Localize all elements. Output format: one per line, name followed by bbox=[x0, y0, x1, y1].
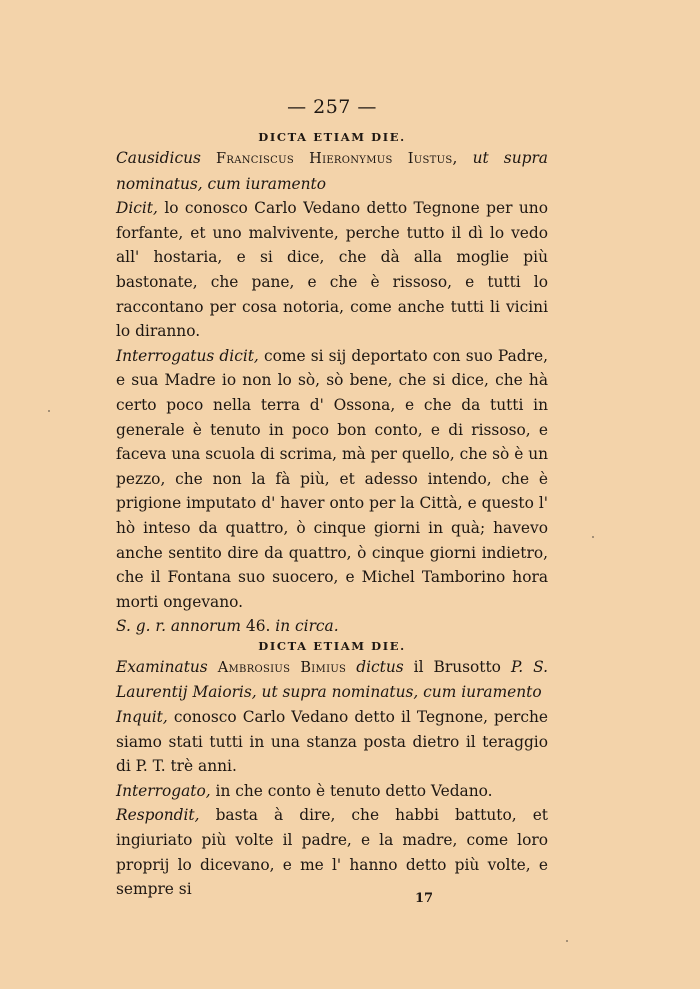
italic-text: Examinatus bbox=[116, 657, 208, 676]
paragraph-age bbox=[116, 614, 548, 639]
text-block bbox=[116, 96, 548, 902]
text: il Brusotto bbox=[413, 657, 501, 676]
paragraph-dicit bbox=[116, 196, 548, 344]
section-heading: DICTA ETIAM DIE. bbox=[258, 638, 406, 653]
text: lo conosco Carlo Vedano detto Tegnone per uno forfante, et uno malvivente, perche tutto il dì lo vedo all' hostaria, e si dice, che dà alla moglie più bastonate, che pane, e che è rissoso, e tutti lo raccontano per cosa notoria, come anche tutti li vicini lo diranno. bbox=[116, 199, 548, 341]
italic-text: Respondit, bbox=[116, 806, 200, 825]
paper-speck bbox=[48, 410, 50, 412]
paragraph-respondit bbox=[116, 803, 548, 901]
italic-text: ut supra nominatus, cum iuramento bbox=[116, 149, 548, 193]
italic-text: dictus bbox=[356, 657, 404, 676]
italic-text: P. S. Laurentij Maioris, ut supra nominatus, cum iuramento bbox=[116, 657, 548, 702]
paragraph-intro-iustus bbox=[116, 146, 548, 196]
text: , bbox=[452, 149, 458, 167]
text: conosco Carlo Vedano detto il Tegnone, perche siamo stati tutti in una stanza posta dietro il teraggio di P. T. trè anni. bbox=[116, 708, 548, 776]
signature-mark: 17 bbox=[415, 891, 434, 906]
text: come si sij deportato con suo Padre, e sua Madre io non lo sò, sò bene, che si dice, che hà certo poco nella terra d' Ossona, e che da tutti in generale è tenuto in poco bon conto, e di rissoso, e faceva una scuola di scrima, mà per quello, che sò è un pezzo, che non la fà più, et adesso intendo, che è prigione imputato d' haver onto per la Città, e questo l' hò inteso da quattro, ò cinque giorni in quà; havevo anche sentito dire da quattro, ò cinque giorni indietro, che il Fontana suo suocero, e Michel Tamborino hora morti ongevano. bbox=[116, 346, 549, 611]
section-heading: DICTA ETIAM DIE. bbox=[258, 130, 406, 144]
paragraph-examinatus bbox=[116, 655, 548, 705]
text: basta à dire, che habbi battuto, et ingiuriato più volte il padre, e la madre, come loro proprij lo dicevano, e me l' hanno detto più volte, e sempre si bbox=[116, 806, 548, 899]
italic-text: Dicit, bbox=[116, 199, 158, 218]
paper-speck bbox=[566, 940, 568, 942]
text: in che conto è tenuto detto Vedano. bbox=[215, 781, 493, 800]
italic-text: Interrogatus dicit, bbox=[116, 346, 259, 365]
paragraph-inquit bbox=[116, 705, 548, 779]
italic-text: Interrogato, bbox=[116, 781, 211, 800]
italic-text: in circa. bbox=[275, 617, 339, 636]
paragraph-interrogatus bbox=[116, 344, 548, 615]
smallcaps-name: Ambrosius Bimius bbox=[217, 659, 347, 676]
italic-text: Inquit, bbox=[116, 708, 168, 727]
text: 46. bbox=[245, 617, 271, 636]
italic-text: S. g. r. annorum bbox=[116, 617, 241, 636]
page-number: — 257 — bbox=[287, 96, 377, 118]
smallcaps-name: Franciscus Hieronymus Iustus bbox=[216, 151, 453, 167]
paper-speck bbox=[592, 536, 594, 538]
paragraph-interrogato bbox=[116, 779, 548, 804]
italic-text: Causidicus bbox=[116, 149, 201, 167]
